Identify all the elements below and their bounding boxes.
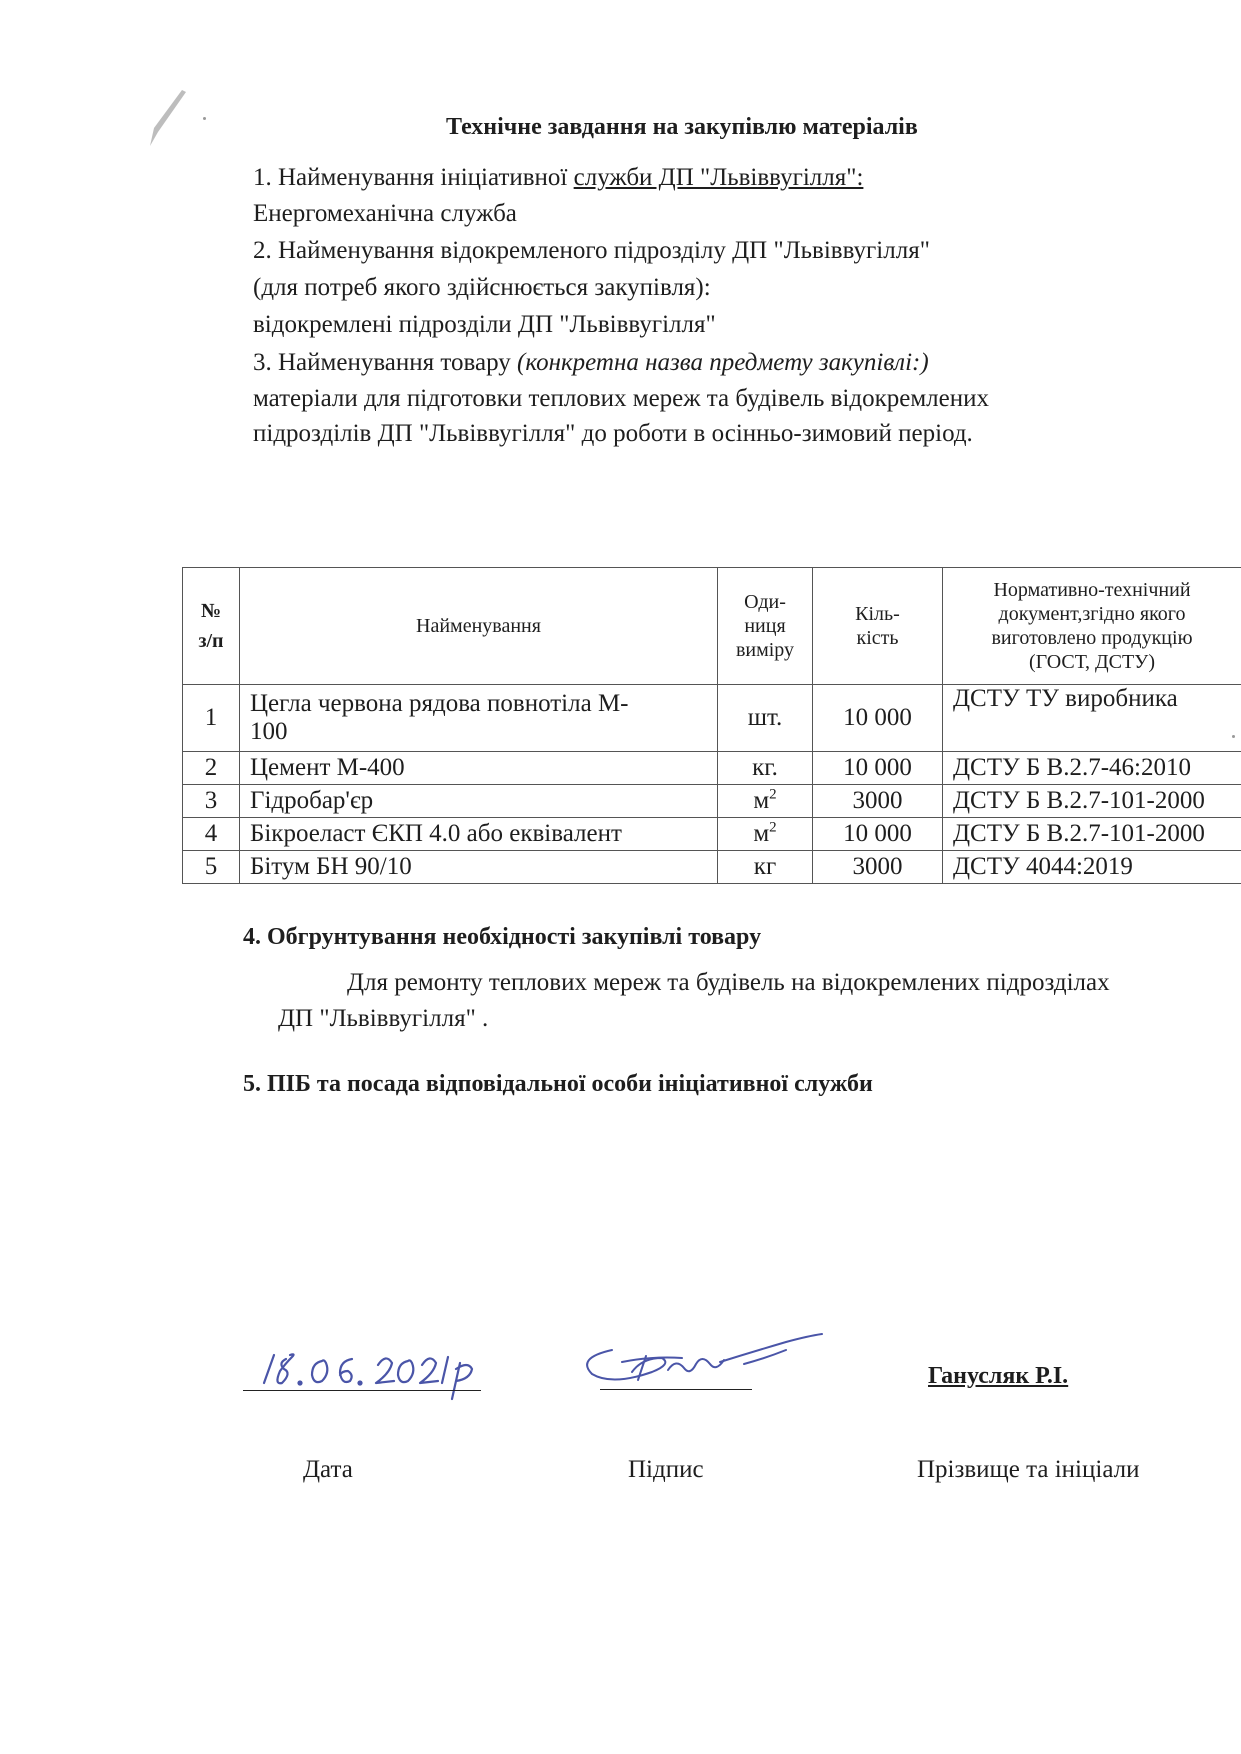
table-header-row xyxy=(183,568,1241,685)
cell-quantity: 3000 xyxy=(813,785,943,818)
cell-number: 3 xyxy=(183,785,240,818)
cell-quantity: 3000 xyxy=(813,851,943,884)
header-unit xyxy=(718,568,813,685)
materials-table xyxy=(182,567,1241,884)
item1-label-prefix: 1. Найменування ініціативної xyxy=(253,164,574,191)
header-number-line2: з/п xyxy=(198,630,224,652)
caption-name: Прізвище та ініціали xyxy=(917,1456,1140,1483)
cell-unit-superscript: 2 xyxy=(769,786,777,803)
table-row xyxy=(183,818,1241,851)
section4-text-line2: ДП "Львіввугілля" . xyxy=(278,1005,489,1032)
header-quantity-line2: кість xyxy=(856,627,899,649)
header-number-line1: № xyxy=(200,600,222,622)
header-name: Найменування xyxy=(240,568,718,685)
cell-unit: кг. xyxy=(718,752,813,785)
header-document-line3: виготовлено продукцію xyxy=(991,627,1193,649)
item3-value-line1: матеріали для підготовки теплових мереж та будівель відокремлених xyxy=(253,385,989,412)
header-unit-line3: виміру xyxy=(735,639,795,661)
cell-number: 2 xyxy=(183,752,240,785)
cell-document: ДСТУ ТУ виробника xyxy=(943,685,1241,752)
table-row xyxy=(183,685,1241,752)
item3-label-italic: (конкретна назва предмету закупівлі:) xyxy=(517,349,929,376)
cell-unit: шт. xyxy=(718,685,813,752)
item1-label-underlined: служби ДП "Львіввугілля": xyxy=(573,164,864,191)
item3-value-line2: підрозділів ДП "Львіввугілля" до роботи в осінньо-зимовий період. xyxy=(253,420,973,447)
cell-unit: кг xyxy=(718,851,813,884)
cell-quantity: 10 000 xyxy=(813,818,943,851)
table-row xyxy=(183,752,1241,785)
cell-name-line1: Цегла червона рядова повнотіла М- xyxy=(250,690,629,717)
signer-name: Ганусляк Р.І. xyxy=(928,1363,1069,1389)
item2-label: 2. Найменування відокремленого підрозділу ДП "Львіввугілля" xyxy=(253,237,930,264)
item2-note: (для потреб якого здійснюється закупівля): xyxy=(253,274,711,301)
cell-name: Бітум БН 90/10 xyxy=(240,851,718,884)
header-document-line2: документ,згідно якого xyxy=(998,603,1186,625)
item1-value: Енергомеханічна служба xyxy=(253,200,517,227)
header-unit-line2: ниця xyxy=(744,615,786,637)
header-number xyxy=(183,568,240,685)
scan-corner-mark xyxy=(148,88,188,148)
cell-quantity: 10 000 xyxy=(813,752,943,785)
caption-signature: Підпис xyxy=(628,1456,704,1483)
cell-unit-text: м xyxy=(753,787,770,814)
header-unit-line1: Оди- xyxy=(744,591,786,613)
cell-unit-superscript: 2 xyxy=(769,819,777,836)
handwritten-date xyxy=(256,1341,496,1401)
caption-date: Дата xyxy=(303,1456,353,1483)
cell-unit xyxy=(718,785,813,818)
section4-heading: 4. Обгрунтування необхідності закупівлі товару xyxy=(243,924,762,950)
table-row xyxy=(183,851,1241,884)
cell-name xyxy=(240,685,718,752)
cell-quantity: 10 000 xyxy=(813,685,943,752)
cell-name: Цемент М-400 xyxy=(240,752,718,785)
signature-underline xyxy=(600,1389,752,1390)
cell-number: 1 xyxy=(183,685,240,752)
section4-text-line1: Для ремонту теплових мереж та будівель на відокремлених підрозділах xyxy=(347,969,1110,996)
cell-name-line2: 100 xyxy=(250,718,288,745)
cell-number: 4 xyxy=(183,818,240,851)
item3-label xyxy=(253,348,929,378)
scan-speck xyxy=(203,117,206,120)
section5-heading: 5. ПІБ та посада відповідальної особи ініціативної служби xyxy=(243,1071,873,1097)
cell-document: ДСТУ Б В.2.7-101-2000 xyxy=(943,785,1241,818)
header-document-line4: (ГОСТ, ДСТУ) xyxy=(1029,651,1155,673)
item3-label-prefix: 3. Найменування товару xyxy=(253,349,517,376)
table-row xyxy=(183,785,1241,818)
document-title: Технічне завдання на закупівлю матеріалів xyxy=(446,114,918,140)
item1-label xyxy=(253,163,863,193)
header-document xyxy=(943,568,1241,685)
cell-unit xyxy=(718,818,813,851)
cell-document: ДСТУ Б В.2.7-101-2000 xyxy=(943,818,1241,851)
cell-name: Бікроеласт ЄКП 4.0 або еквівалент xyxy=(240,818,718,851)
date-underline xyxy=(243,1390,481,1391)
cell-document: ДСТУ 4044:2019 xyxy=(943,851,1241,884)
cell-name: Гідробар'єр xyxy=(240,785,718,818)
item2-value: відокремлені підрозділи ДП "Львіввугілля" xyxy=(253,311,716,338)
header-quantity-line1: Кіль- xyxy=(855,603,900,625)
cell-number: 5 xyxy=(183,851,240,884)
header-quantity xyxy=(813,568,943,685)
cell-unit-text: м xyxy=(753,820,770,847)
cell-document: ДСТУ Б В.2.7-46:2010 xyxy=(943,752,1241,785)
header-document-line1: Нормативно-технічний xyxy=(993,579,1191,601)
